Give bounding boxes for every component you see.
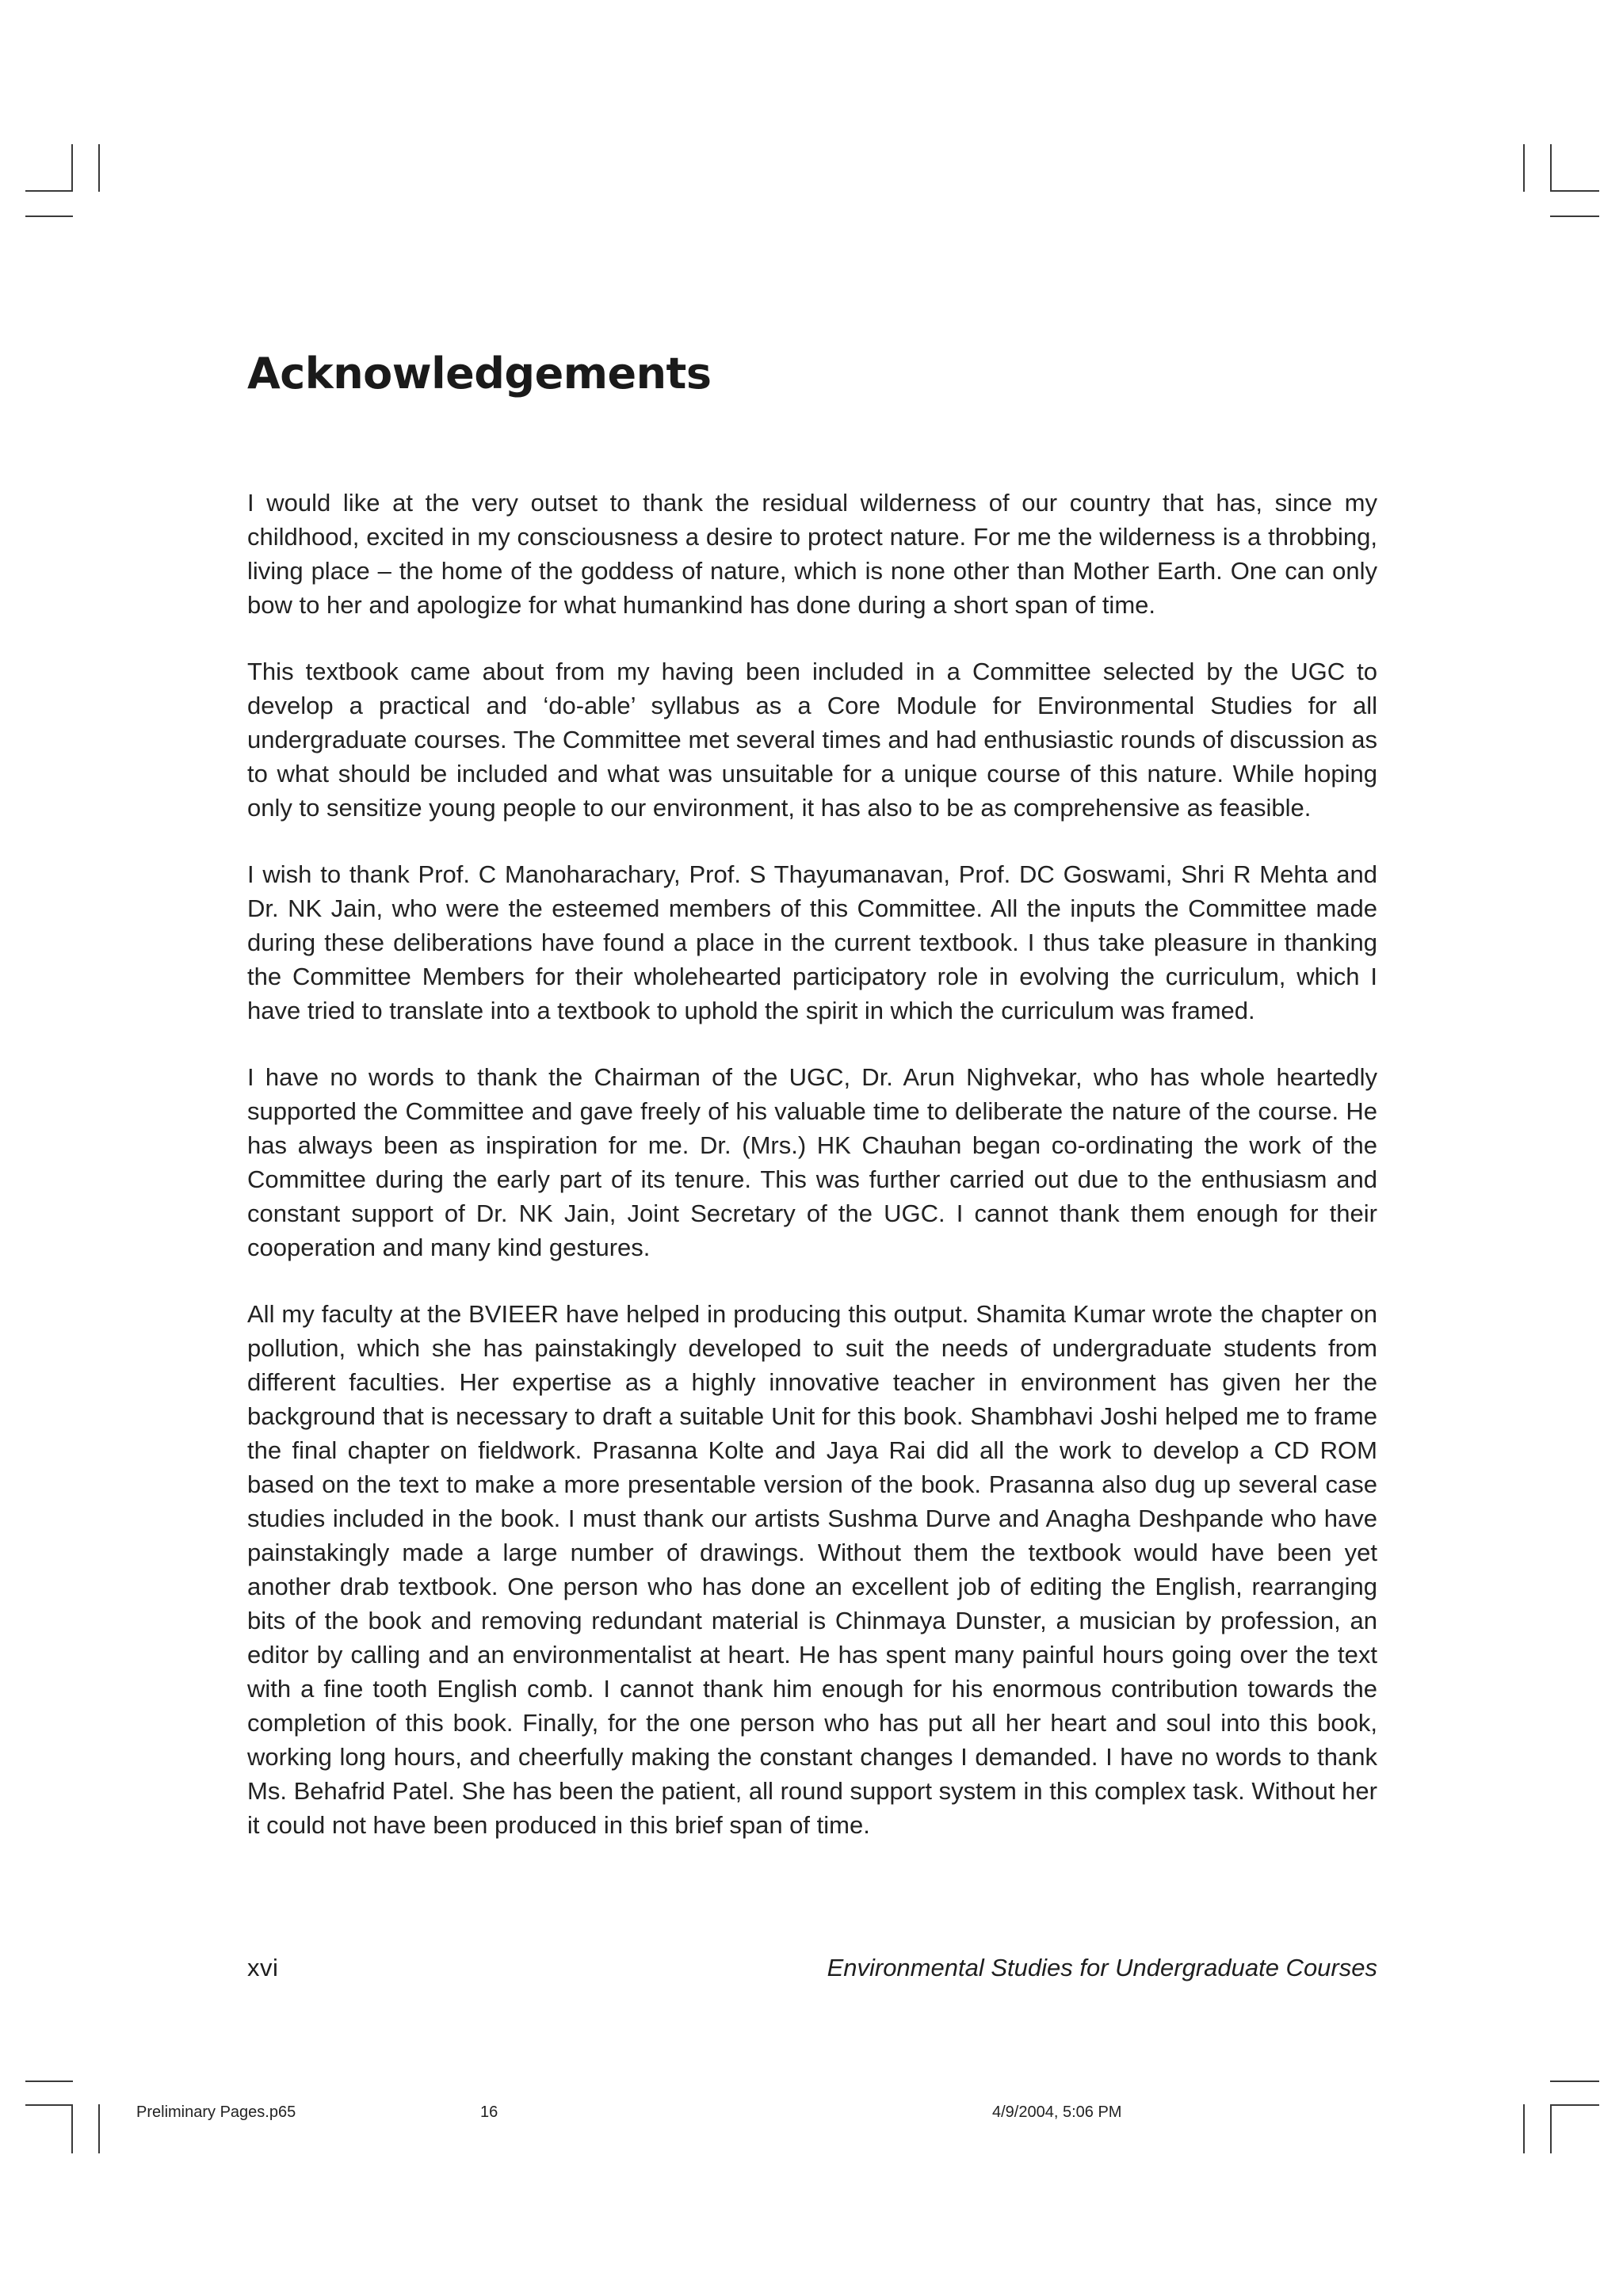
paragraph: This textbook came about from my having been included in a Committee selected by the UGC to develop a practical and ‘do-able’ syllabus as a Core Module for Environmental Studies for all undergraduate courses. The Committee met several times and had enthusiastic rounds of discussion as to what should be included and what was unsuitable for a unique course of this nature. While hoping only to sensitize young people to our environment, it has also to be as comprehensive as feasible. (247, 657, 1377, 822)
crop-mark (1550, 2104, 1599, 2106)
page-footer (247, 1954, 1377, 1982)
crop-mark (98, 144, 100, 192)
crop-mark (25, 215, 73, 217)
paragraph: I would like at the very outset to thank the residual wilderness of our country that has, since my childhood, excited in my consciousness a desire to protect nature. For me the wilderness is a throbbing, living place – the home of the goddess of nature, which is none other than Mother Earth. One can only bow to her and apologize for what humankind has done during a short span of time. (247, 488, 1377, 619)
crop-mark (71, 2104, 73, 2153)
crop-mark (25, 2104, 73, 2106)
paragraph: All my faculty at the BVIEER have helped in producing this output. Shamita Kumar wrote the chapter on pollution, which she has painstakingly developed to suit the needs of undergraduate students from different faculties. Her expertise as a highly innovative teacher in environment has given her the background that is necessary to draft a suitable Unit for this book. Shambhavi Joshi helped me to frame the final chapter on fieldwork. Prasanna Kolte and Jaya Rai did all the work to develop a CD ROM based on the text to make a more presentable version of the book. Prasanna also dug up several case studies included in the book. I must thank our artists Sushma Durve and Anagha Deshpande who have painstakingly made a large number of drawings. Without them the textbook would have been yet another drab textbook. One person who has done an excellent job of editing the English, rearranging bits of the book and removing redundant material is Chinmaya Dunster, a musician by profession, an editor by calling and an environmentalist at heart. He has spent many painful hours going over the text with a fine tooth English comb. I cannot thank him enough for his enormous contribution towards the completion of this book. Finally, for the one person who has put all her heart and soul into this book, working long hours, and cheerfully making the constant changes I demanded. I have no words to thank Ms. Behafrid Patel. She has been the patient, all round support system in this complex task. Without her it could not have been produced in this brief span of time. (247, 1299, 1377, 1839)
running-title: Environmental Studies for Undergraduate Courses (827, 1954, 1377, 1981)
page-title: Acknowledgements (247, 349, 712, 399)
crop-mark (71, 144, 73, 192)
slug-filename: Preliminary Pages.p65 (136, 2103, 296, 2121)
crop-mark (1550, 2081, 1599, 2082)
slug-page-number: 16 (480, 2103, 498, 2121)
crop-mark (25, 190, 73, 192)
crop-mark (1550, 215, 1599, 217)
paragraph: I have no words to thank the Chairman of the UGC, Dr. Arun Nighvekar, who has whole heartedly supported the Committee and gave freely of his valuable time to deliberate the nature of the course. He has always been as inspiration for me. Dr. (Mrs.) HK Chauhan began co-ordinating the work of the Committee during the early part of its tenure. This was further carried out due to the enthusiasm and constant support of Dr. NK Jain, Joint Secretary of the UGC. I cannot thank them enough for their cooperation and many kind gestures. (247, 1062, 1377, 1261)
crop-mark (1550, 2104, 1552, 2153)
crop-mark (1523, 144, 1525, 192)
content-area (247, 349, 1377, 1875)
crop-mark (1550, 144, 1552, 192)
crop-mark (25, 2081, 73, 2082)
body-text (247, 486, 1377, 1842)
slug-timestamp: 4/9/2004, 5:06 PM (992, 2103, 1122, 2121)
crop-mark (1523, 2104, 1525, 2153)
crop-mark (1550, 190, 1599, 192)
crop-mark (98, 2104, 100, 2153)
page-number: xvi (247, 1954, 279, 1981)
paragraph: I wish to thank Prof. C Manoharachary, Prof. S Thayumanavan, Prof. DC Goswami, Shri R Mehta and Dr. NK Jain, who were the esteemed members of this Committee. All the inputs the Committee made during these deliberations have found a place in the current textbook. I thus take pleasure in thanking the Committee Members for their wholehearted participatory role in evolving the curriculum, which I have tried to translate into a textbook to uphold the spirit in which the curriculum was framed. (247, 860, 1377, 1024)
